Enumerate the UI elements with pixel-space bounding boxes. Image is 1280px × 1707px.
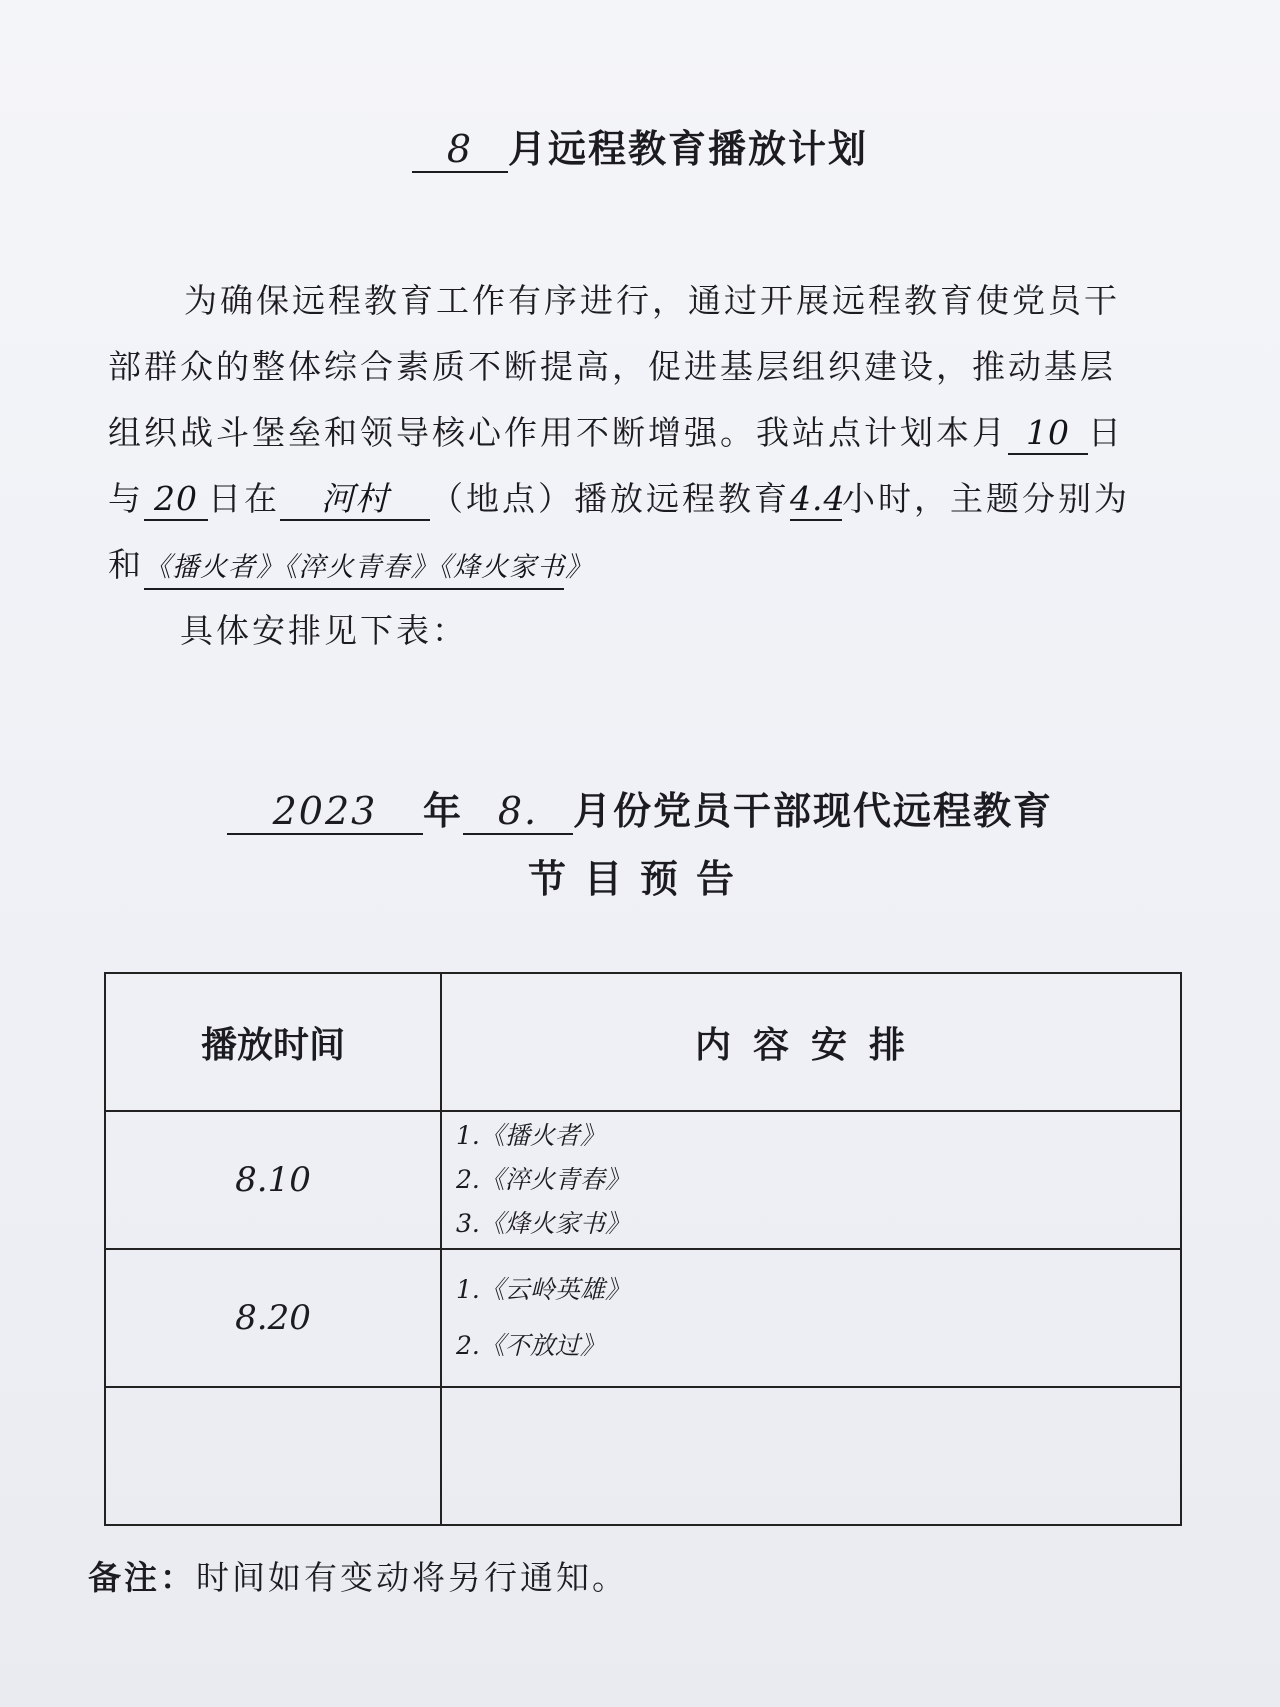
para-line-6: 具体安排见下表： — [180, 611, 468, 650]
row-time: 8.10 — [105, 1111, 441, 1249]
row-item: 1.《播火者》 — [456, 1121, 605, 1150]
year-blank: 2023 — [227, 789, 423, 835]
para-line-4-d: 小时，主题分别为 — [842, 479, 1130, 518]
title-text: 月远程教育播放计划 — [507, 127, 868, 171]
table-header-row — [105, 973, 1181, 1111]
row-content — [441, 1387, 1181, 1525]
table-row — [105, 1387, 1181, 1525]
day2-blank: 20 — [144, 479, 208, 521]
table-row — [105, 1111, 1181, 1249]
row-item: 3.《烽火家书》 — [456, 1209, 630, 1238]
schedule-subtitle: 节目预告 — [527, 857, 752, 901]
row-item: 2.《不放过》 — [456, 1331, 605, 1360]
document-title — [0, 118, 1280, 173]
row-content — [441, 1111, 1181, 1249]
note-label: 备注： — [88, 1558, 196, 1597]
location-blank: 河村 — [280, 479, 430, 521]
table-row — [105, 1249, 1181, 1387]
header-time: 播放时间 — [105, 973, 441, 1111]
row-content — [441, 1249, 1181, 1387]
header-content: 内容安排 — [441, 973, 1181, 1111]
schedule-title-text: 月份党员干部现代远程教育 — [573, 789, 1054, 833]
para-line-3-text: 组织战斗堡垒和领导核心作用不断增强。我站点计划本月 — [108, 413, 1008, 452]
para-line-4-a: 与 — [108, 479, 144, 518]
para-line-3-end: 日 — [1088, 413, 1124, 452]
note-text: 时间如有变动将另行通知。 — [196, 1558, 628, 1597]
para-line-2: 部群众的整体综合素质不断提高，促进基层组织建设，推动基层 — [108, 347, 1116, 386]
para-line-1: 为确保远程教育工作有序进行，通过开展远程教育使党员干 — [184, 281, 1120, 320]
footnote — [88, 1552, 628, 1599]
row-time: 8.20 — [105, 1249, 441, 1387]
row-item: 1.《云岭英雄》 — [456, 1275, 630, 1304]
para-line-5-a: 和 — [108, 545, 144, 584]
month-blank: 8. — [463, 789, 573, 835]
day1-blank: 10 — [1008, 413, 1088, 455]
schedule-title — [0, 780, 1280, 835]
para-line-5 — [108, 532, 1178, 598]
para-line-4-b: 日在 — [208, 479, 280, 518]
row-time — [105, 1387, 441, 1525]
title-month-blank: 8 — [412, 127, 508, 173]
hours-blank: 4.4 — [790, 479, 842, 521]
year-label: 年 — [422, 789, 463, 833]
intro-paragraph — [108, 268, 1178, 664]
para-line-4-c: （地点）播放远程教育 — [430, 479, 790, 518]
topics-blank: 《播火者》《淬火青春》《烽火家书》 — [144, 548, 564, 590]
schedule-table — [104, 972, 1182, 1526]
para-line-4 — [108, 466, 1178, 532]
para-line-3 — [108, 400, 1178, 466]
row-item: 2.《淬火青春》 — [456, 1165, 630, 1194]
